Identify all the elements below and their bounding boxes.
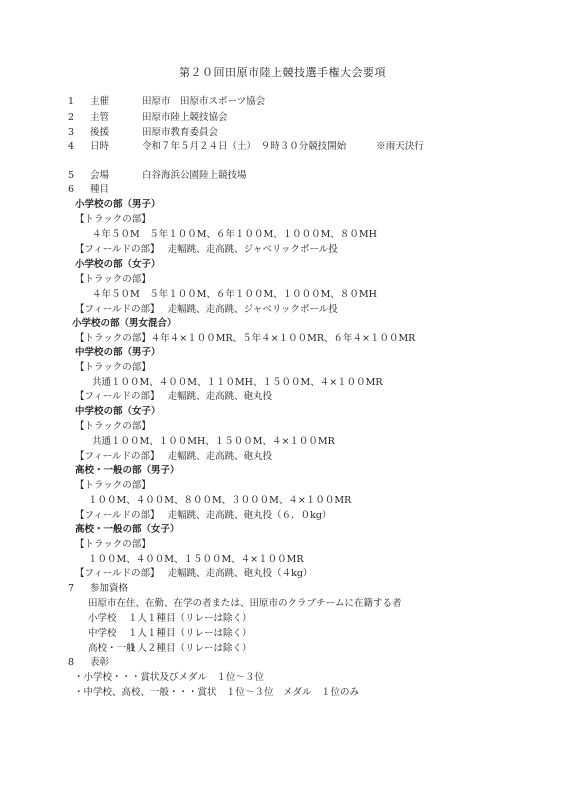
track-label: 【トラックの部】 — [75, 214, 151, 225]
track-events: ４年５０M ５年１００M、６年１００M、１０００M、８０MH — [92, 229, 377, 240]
item-label: 会場 — [90, 170, 110, 181]
field-events: 走幅跳、走高跳、ジャベリックボール投 — [167, 304, 338, 315]
eligibility-row — [88, 643, 252, 655]
eligibility-rule: １人１種目（リレーは除く） — [128, 613, 252, 624]
eligibility-category: 小学校 — [88, 613, 117, 624]
item-supporter — [68, 127, 218, 139]
item-label: 表彰 — [90, 657, 110, 668]
section-heading: 小学校の部（男子） — [75, 199, 161, 210]
item-number: 3 — [68, 127, 75, 138]
field-label: 【フィールドの部】 — [75, 244, 160, 255]
item-value: 田原市 田原市スポーツ協会 — [142, 96, 266, 107]
item-value: 田原市陸上競技協会 — [142, 112, 228, 123]
eligibility-rule: １人２種目（リレーは除く） — [128, 643, 252, 654]
field-label: 【フィールドの部】 — [75, 304, 160, 315]
track-events: 共通１００M、１００MH、１５００M、４×１００MR — [92, 436, 335, 447]
item-label: 後援 — [90, 127, 110, 138]
eligibility-row — [88, 628, 252, 640]
field-row — [75, 568, 312, 580]
eligibility-row — [88, 613, 252, 625]
award-line: ・中学校、高校、一般・・・賞状 １位～３位 メダル １位のみ — [74, 687, 360, 698]
item-label: 参加資格 — [90, 583, 129, 594]
track-label: 【トラックの部】 — [75, 362, 151, 373]
document-title: 第２０回田原市陸上競技選手権大会要項 — [179, 66, 386, 79]
item-eligibility — [68, 583, 128, 595]
field-events: 走幅跳、走高跳、砲丸投（６．０kg） — [167, 510, 332, 521]
eligibility-category: 中学校 — [88, 628, 117, 639]
section-heading: 高校・一般の部（男子） — [75, 465, 180, 476]
rain-note: ※雨天決行 — [376, 141, 424, 152]
item-number: 4 — [68, 141, 75, 152]
field-row — [75, 391, 272, 403]
track-label: 【トラックの部】 — [75, 421, 151, 432]
field-row — [75, 304, 338, 316]
item-label: 主催 — [90, 96, 110, 107]
field-label: 【フィールドの部】 — [75, 391, 160, 402]
item-value: 令和７年５月２４日（土） ９時３０分競技開始 — [142, 141, 347, 152]
item-awards — [68, 657, 109, 669]
item-number: 8 — [68, 657, 75, 668]
section-heading: 高校・一般の部（女子） — [75, 524, 180, 535]
item-value: 田原市教育委員会 — [142, 127, 219, 138]
item-label: 日時 — [90, 141, 110, 152]
item-venue — [68, 170, 247, 182]
track-events: １００M、４００M、８００M、３０００M、４×１００MR — [88, 495, 352, 506]
item-label: 種目 — [90, 184, 110, 195]
section-heading: 小学校の部（女子） — [75, 259, 161, 270]
item-manager — [68, 112, 228, 124]
track-events: 【トラックの部】４年４×１００MR、５年４×１００MR、６年４×１００MR — [75, 333, 416, 344]
award-line: ・小学校・・・賞状及びメダル １位～３位 — [74, 672, 265, 683]
track-events: １００M、４００M、１５００M、４×１００MR — [88, 554, 304, 565]
field-events: 走幅跳、走高跳、砲丸投 — [167, 451, 273, 462]
item-number: 5 — [68, 170, 75, 181]
track-label: 【トラックの部】 — [75, 539, 151, 550]
item-number: 6 — [68, 184, 75, 195]
field-events: 走幅跳、走高跳、砲丸投（４kg） — [167, 568, 313, 579]
item-date — [68, 141, 424, 153]
field-label: 【フィールドの部】 — [75, 510, 160, 521]
track-events: 共通１００M、４００M、１１０MH、１５００M、４×１００MR — [92, 377, 383, 388]
field-events: 走幅跳、走高跳、砲丸投 — [167, 391, 273, 402]
field-label: 【フィールドの部】 — [75, 451, 160, 462]
track-events: ４年５０M ５年１００M、６年１００M、１０００M、８０MH — [92, 289, 377, 300]
item-number: 2 — [68, 112, 75, 123]
eligibility-text: 田原市在住、在勤、在学の者または、田原市のクラブチームに在籍する者 — [88, 598, 402, 609]
field-events: 走幅跳、走高跳、ジャベリックボール投 — [167, 244, 338, 255]
item-value: 白谷海浜公園陸上競技場 — [142, 170, 247, 181]
item-number: 7 — [68, 583, 75, 594]
field-row — [75, 244, 338, 256]
eligibility-category: 高校・一般 — [88, 643, 136, 654]
item-label: 主管 — [90, 112, 110, 123]
track-label: 【トラックの部】 — [75, 274, 151, 285]
section-heading: 中学校の部（男子） — [75, 347, 161, 358]
field-label: 【フィールドの部】 — [75, 568, 160, 579]
section-heading: 中学校の部（女子） — [75, 406, 161, 417]
item-events — [68, 184, 142, 196]
item-number: 1 — [68, 96, 75, 107]
field-row — [75, 510, 331, 522]
eligibility-rule: １人１種目（リレーは除く） — [128, 628, 252, 639]
field-row — [75, 451, 272, 463]
item-organizer — [68, 96, 265, 108]
section-heading: 小学校の部（男女混合） — [72, 318, 177, 329]
track-label: 【トラックの部】 — [75, 480, 151, 491]
